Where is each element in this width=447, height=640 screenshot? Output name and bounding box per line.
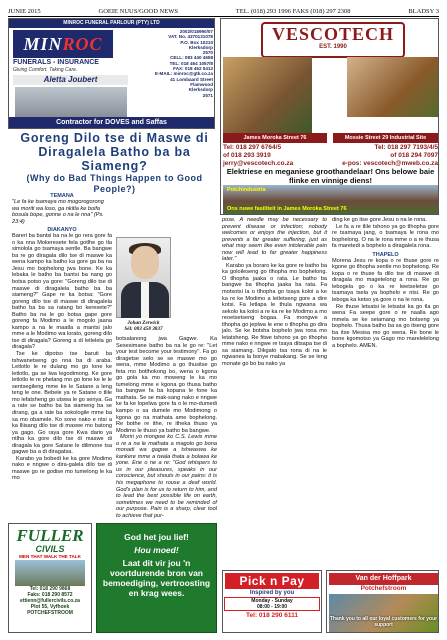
page-number: BLADSY 3	[408, 7, 439, 15]
issue-date: JUNIE 2015	[8, 7, 41, 15]
god-ad-line-2: Hou moed!	[134, 545, 179, 555]
pick-n-pay-logo: Pick n Pay	[225, 573, 319, 589]
col4-paragraph-1: ding ke go itse gore Jesu o na le rona.	[332, 217, 427, 223]
col2-paragraph-1: botsalanong jwa Gagwe. Ka Sesesimane batho ba na le go re: "Let your test become your testimony". Fa go diragetse selo se se maswe mo go wena, mme Modimo a go thusitse go feta mo botlhokong bo, wena o kgona go gola ka mo moweng le ka mo tumelong mme e kgona go thusa batho ba bangwe fa ba kopana le fone ka mathata. Se se mak-sang nako e nngwe ke fa ke lopelwa gore fa o le mo-dumedi kampo o sa dumele mo Modimong o kgona go na mathata ame bophelong. Re bothe re ithe, re itheka thuso ya Modimo le thuso ya batho ba bangwe.	[116, 336, 217, 434]
god-ad-line-1: God het jou lief!	[124, 532, 189, 542]
col1-paragraph-1: Bareri ba bantsi ba na le go rera gore fa o ka nna Mokeresete fela gotlhe go tla simolola go tsamaya sentle. Ba bangwe ba re go diragala dilo tse di maswe ka wena kampo ka batho ka gore ga ba na Jesu mo bophelong jwa bone. Ke ka lebaka le batho ba bantsi ba nang go botsa potso ya gore: "Goreng dilo tse di maswe di diragalela batho ba ba siameng?" Gape re ka botsa: "Gore goreng dilo tse di maswe di diragalela batho ba ba sa ratang bo keresete?" Batho ba na le go botsa gape gore goreng fa Modimo a le mogolo jaana kampo a na le maatla a mantsi jalo mme a le Modimo wa lorato, goreng dilo tse di diragala? Goreng a di letlelela go diragala?	[12, 233, 112, 351]
col1-paragraph-2: Tse ke dipotso tse baruti ba tshwanetseng go nna ba di araba. Letlotlo le re dulang mo go lone ke letlotlo, ga se lwa legodimong. Ke gore letlotlo le re phelang mo go lone ke le le sentsegileng mme ke le Satane a leng teng le one. Bebele ya re Satane o tlile mo lefatsheng go utswa le go senya. Ga a rate se batho ba ba siameng ba se dirang, ga a rate ba sokologile mme ba sa mo obamele. Ko sone nako e ntsi a ka lliisang dilo tse di maswe mo batong ya gago. Go raya gore Kwa dario ya ntlha ka gore dilo tse di maswe di diragala ka gore Satane le dilimone tsa gagwe ba a di diragatsa.	[12, 351, 112, 456]
article-col-4	[332, 217, 439, 349]
minroc-contact-details: 2002/018990/07 VAT. No. 4370131078 P.O. Box 10210 Klerksdorp 2570 CELL: 083 440 4658 TEL: 018 464 1057/8 FAX: 018 462 5412 E-MAIL: minroc@gtk.co.za 41 Lombaard Street Flamwood Klerksdorp 2571	[154, 29, 213, 98]
minroc-company-line: MINROC FUNERAL PARLOUR (PTY) LTD	[9, 19, 214, 28]
col4-prayer-1: Morena Jesu re kopa o re thuse gore re kgone go tlhopha sentle mo bophelong. Re kopa o re thuse fa dilo tse di maswe di diragala mo magetelong a rona. Re go lebogela go o ka re lwetseletse go tsamaya tsela ya bophelo e ntsi. Re go leboga ka ketso ya gore o na le rona.	[332, 257, 439, 304]
paper-name: GOEIE NUUS/GOOD NEWS	[98, 7, 178, 15]
hoffpark-thanks: Thank you to all our loyal customers for your support	[329, 616, 438, 628]
hoffpark-advert	[326, 570, 439, 633]
article-headline	[12, 131, 217, 194]
fuller-photo	[15, 560, 85, 586]
minroc-slogan: Giving Comfort. Taking Care.	[13, 67, 78, 73]
god-ad-line-3: Laat dit vir jou 'n voortdurende bron van bemoediging, vertroosting en krag wees.	[102, 558, 211, 598]
vescotech-contact-left: Tel: 018 297 6764/5 of 018 293 3919 jerry@vescotech.co.za	[223, 144, 294, 167]
header-contact: TEL. (018) 293 1996 FAKS (018) 297 2308	[235, 7, 351, 15]
hoffpark-name: Van der Hoffpark	[329, 573, 438, 585]
section-diakanyo: DIAKANYO	[47, 227, 77, 234]
vescotech-building-photo	[223, 57, 312, 133]
article-col-1	[12, 193, 112, 482]
fuller-civils-advert	[8, 523, 92, 633]
section-temana: TEMANA	[50, 193, 74, 199]
vescotech-logo: VESCOTECH EST. 1990	[261, 22, 405, 58]
article-col-2	[116, 336, 217, 519]
vescotech-tagline: Elektriese en meganiese groothandelaar! Ons belowe baie flinke en vinnige diens!	[226, 167, 435, 185]
minroc-services: FUNERALS - INSURANCE	[13, 59, 99, 66]
col3-paragraph-2: Karabo ya boraro ke ka gore re batho ba ka goloileseng go tlhopha mo bophelong. O tlhopha jaaka o rata. Le batho ba bangwe ba tlhopha jaaka ba rata. Fa motsotsi la o tlhopha go tsaya koloi a ke ka re ke Modimo a letletseng gore a dire kotsi. Fa letlapa le thula ngwana wa sekolo ka koloi a re ka re ke Modimo a mo reoetsetseng bogaa. Fa mongwe a tlhopha go jeplwa le ene o tlhopha go dira jalo. Se ke botsha bophelo jwa rona mo letatsheng. Re fitwe tshono ya go tlhopha mme nako e nngwe re tsaya ditsapa tse di sa siamang. Dikgato tsa rona di na le ngwanea la bonye mabakang. Se se leng monate go bo ba nako ya	[222, 262, 327, 368]
scripture-quote: "Le fa ke tsamaya mo mogorogorong wa moriti wa loso, ga nkitla ke boifa bosula bope, gonne o na le nna" (Ps. 23:4)	[12, 199, 104, 225]
col2-paragraph-2: Moriri yo mongwe ko C.S. Lewis mme o re a na le mathata a magolo go bona monadi wa gagwe a tshwaswa ke kankere mme a twala thata a bolawa ke yone. Ene o ne a re: "God whispers to us in our pleasures, speaks in our conscience, but shouts in our pains: it is his megaphone to rouse a deaf world. God's plan is for us to return to him, and to lead the best possible life on earth, sometimes we need to be reminded of our purpose. Pain is a sharp, clear tool to achieve that pur-	[116, 434, 217, 519]
fuller-slogan: MEN THAT WALK THE TALK	[19, 554, 81, 559]
fuller-logo-sub: CIVILS	[35, 544, 65, 554]
author-photo	[116, 237, 171, 318]
facility-label-a: Potchindustria	[227, 187, 266, 193]
vescotech-facility-photo	[223, 185, 438, 214]
col4-paragraph-2: Le fa a re tlile tshono ya go tlhopha gore re tsamaya jang, o tsamaya le rona mo bophelong. O na le rona mme o a re thusa fa maretedi a bophelo a diragalela rona.	[332, 223, 439, 250]
facility-label-b: Ons nuwe fasiliteit in James Moroka Street 76	[227, 206, 347, 212]
col1-paragraph-3: Karabo ya bobedi ke ka gore Modimo nako e nngwe o dira-galela dilo tse di maswe go re godise mo tumelong le ka mo	[12, 455, 112, 482]
article-title: Goreng Dilo tse di Maswe di Diragalela Batho ba ba Siameng?	[20, 131, 209, 173]
vescotech-contact-right: Tel: 018 297 7193/4/5 of 018 294 7097 e-pos: vescotech@mweb.co.za	[342, 144, 438, 167]
col3-paragraph-1: pose. A needle may be necessary to prevent disease or infection; nobody welcomes or enjoys the injection, but it prevents a far greater suffering, just as what may seem like even intolerable pain now will lead to far greater happiness later."	[222, 217, 327, 263]
section-thapelo: THAPELO	[372, 251, 399, 258]
fuller-contact: Tel: 018 290 9868 Faks: 018 290 8572 ettienn@fullercivils.co.za Plot 55, Vyfhoek POTCHEFSTROOM	[20, 586, 80, 617]
author-caption: Johan Zerwick Sêl: 083 458 3837	[124, 320, 163, 332]
minroc-advert	[8, 18, 215, 129]
minroc-contractor-line: Contractor for DOVES and Saffas	[9, 117, 214, 128]
vescotech-advert	[220, 18, 439, 215]
pick-n-pay-slogan: Inspired by you	[249, 590, 295, 596]
fuller-logo: FULLER	[16, 526, 84, 545]
pick-n-pay-advert	[222, 570, 322, 633]
vescotech-address-right: Mossie Street 29 Industrial Site	[333, 133, 438, 143]
minroc-logo: MINROC	[13, 30, 113, 58]
pick-n-pay-phone: Tel: 018 290 6111	[246, 612, 298, 620]
col4-prayer-2: Re thuse letsatsi le letsatsi ka go tla go wena Fa seepe gore o re naalla ago mmela se ke seiamang mo botseng ya bophelo. Thusa batho ba sa go itseng gore ba itse Mesisa mo go wena. Re bone le bone kgomotso ya Gago mo marelelelong a bophelo. AMEN.	[332, 303, 439, 349]
vescotech-address-left: James Moroka Street 76	[223, 133, 327, 143]
hoffpark-town: Potchefstroom	[360, 585, 407, 592]
god-loves-you-advert	[96, 523, 217, 633]
minroc-contact-person: Aletta Joubert	[13, 75, 128, 85]
pick-n-pay-hours: Monday - Sunday 08:00 - 19:00	[224, 597, 320, 611]
article-col-3	[222, 217, 327, 368]
vescotech-shop-photo	[347, 57, 438, 117]
article-subtitle: (Why do Bad Things Happen to Good People?)	[26, 173, 203, 194]
minroc-photo	[15, 87, 127, 117]
page-header	[8, 6, 439, 17]
